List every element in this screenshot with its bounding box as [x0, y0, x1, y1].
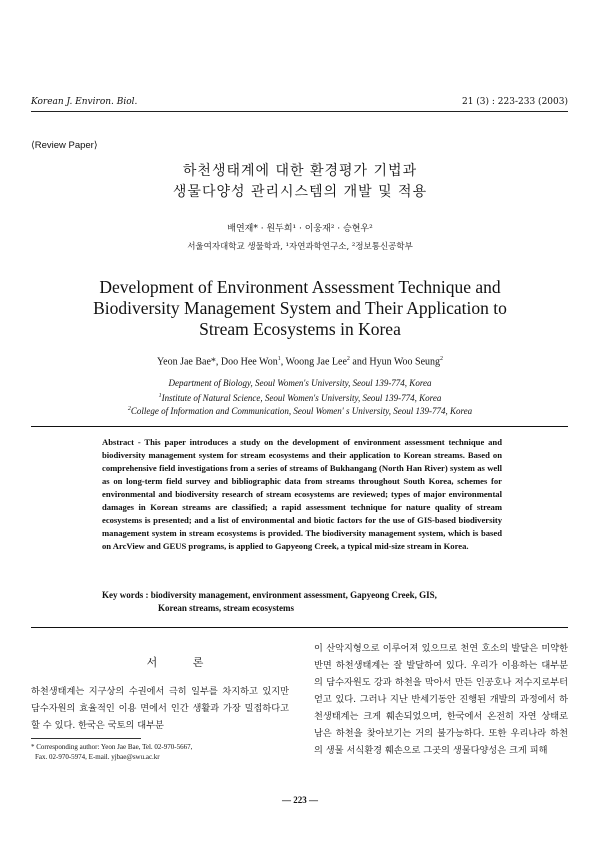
english-affiliation-1: Department of Biology, Seoul Women's University, Seoul 139-774, Korea: [168, 378, 432, 388]
page-number: — 223 —: [282, 795, 318, 805]
authors-part1: Yeon Jae Bae*, Doo Hee Won: [156, 356, 278, 368]
english-title-line2: Biodiversity Management System and Their Application to: [93, 298, 507, 318]
review-label: ⟨Review Paper⟩: [31, 140, 98, 151]
english-affiliation-2: $^1$Institute of Natural Science, Seoul Women's University, Seoul 139-774, Korea: [158, 393, 442, 403]
affiliation-2-text: Institute of Natural Science, Seoul Women's University, Seoul 139-774, Korea: [161, 393, 442, 403]
keywords-rule: [31, 627, 568, 628]
english-authors: Yeon Jae Bae*, Doo Hee Won$^1$, Woong Jae Lee$^2$ and Hyun Woo Seung$^2$: [156, 356, 444, 368]
authors-part2: , Woong Jae Lee: [280, 356, 347, 368]
citation: 21 (3) : 223-233 (2003): [461, 97, 568, 107]
abstract: Abstract - This paper introduces a study on the development of environment assessment technique and biodiversity management system for stream ecosystems and their application to Korean streams. Based on comprehensive field investigations from a series of streams of Bukhangang (North Han River) system as well as on long-term field survey and bibliographic data from streams throughout South Korea, schemes for environmental and biodiversity research of stream ecosystems are reviewed; types of major environmental damages in Korean streams are classified; a rapid assessment technique for nature quality of stream ecosystems is presented; and a list of environmental and biotic factors for the use of GIS-based biodiversity management system in stream ecosystems is provided. The biodiversity management system, which is based on ArcView and GEUS programs, is applied to Gapyeong Creek, a typical mid-size stream in Korea.: [102, 437, 502, 551]
body-right-column: 이 산악지형으로 이루어져 있으므로 천연 호소의 발달은 미약한 반면 하천생태계는 잘 발달하여 있다. 우리가 이용하는 대부분의 담수자원도 강과 하천을 막아서 만든 인공호나 저수지로부터 얻고 있다. 그러나 지난 반세기동안 진행된 개발의 과정에서 하천생태계는 크게 훼손되었으며, 한국에서 온전히 자연 상태로 남은 하천을 찾아보기는 거의 불가능하다. 또한 우리나라 하천의 생물 서식환경 훼손으로 그곳의 생물다양성은 크게 피해: [314, 643, 568, 756]
korean-authors: 배연재* · 원두희¹ · 이웅재² · 승현우²: [227, 224, 373, 234]
korean-title-line1: 하천생태계에 대한 환경평가 기법과: [182, 163, 418, 179]
affiliation-3-text: College of Information and Communication, Seoul Women' s University, Seoul 139-774, Korea: [130, 406, 473, 416]
abstract-rule: [31, 426, 568, 427]
korean-affiliation: 서울여자대학교 생물학과, ¹자연과학연구소, ²정보통신공학부: [187, 242, 413, 252]
body-left-column: 하천생태계는 지구상의 수권에서 극히 일부를 차지하고 있지만 담수자원의 효율적인 이용 면에서 인간 생활과 가장 밀접하다고 할 수 있다. 한국은 국토의 대부분: [31, 686, 289, 731]
journal-name: Korean J. Environ. Biol.: [31, 97, 138, 107]
keywords: [102, 589, 502, 615]
header-rule: [31, 111, 568, 112]
section-heading-introduction: 서 론: [146, 656, 220, 669]
authors-part3: and Hyun Woo Seung: [349, 356, 441, 368]
keywords-line2: Korean streams, stream ecosystems: [158, 603, 294, 613]
keywords-line1: Key words : biodiversity management, environment assessment, Gapyeong Creek, GIS,: [102, 590, 437, 600]
footnote: [31, 742, 192, 762]
english-title-line3: Stream Ecosystems in Korea: [199, 319, 401, 339]
footnote-line2: Fax. 02-970-5974, E-mail. yjbae@swu.ac.kr: [35, 753, 160, 761]
korean-title-line2: 생물다양성 관리시스템의 개발 및 적용: [172, 184, 428, 200]
footnote-rule: [31, 738, 141, 739]
english-title-line1: Development of Environment Assessment Technique and: [99, 277, 501, 297]
footnote-line1: * Corresponding author: Yeon Jae Bae, Tel. 02-970-5667,: [31, 743, 193, 751]
english-affiliation-3: $^2$College of Information and Communication, Seoul Women' s University, Seoul 139-774, Korea: [127, 406, 473, 416]
